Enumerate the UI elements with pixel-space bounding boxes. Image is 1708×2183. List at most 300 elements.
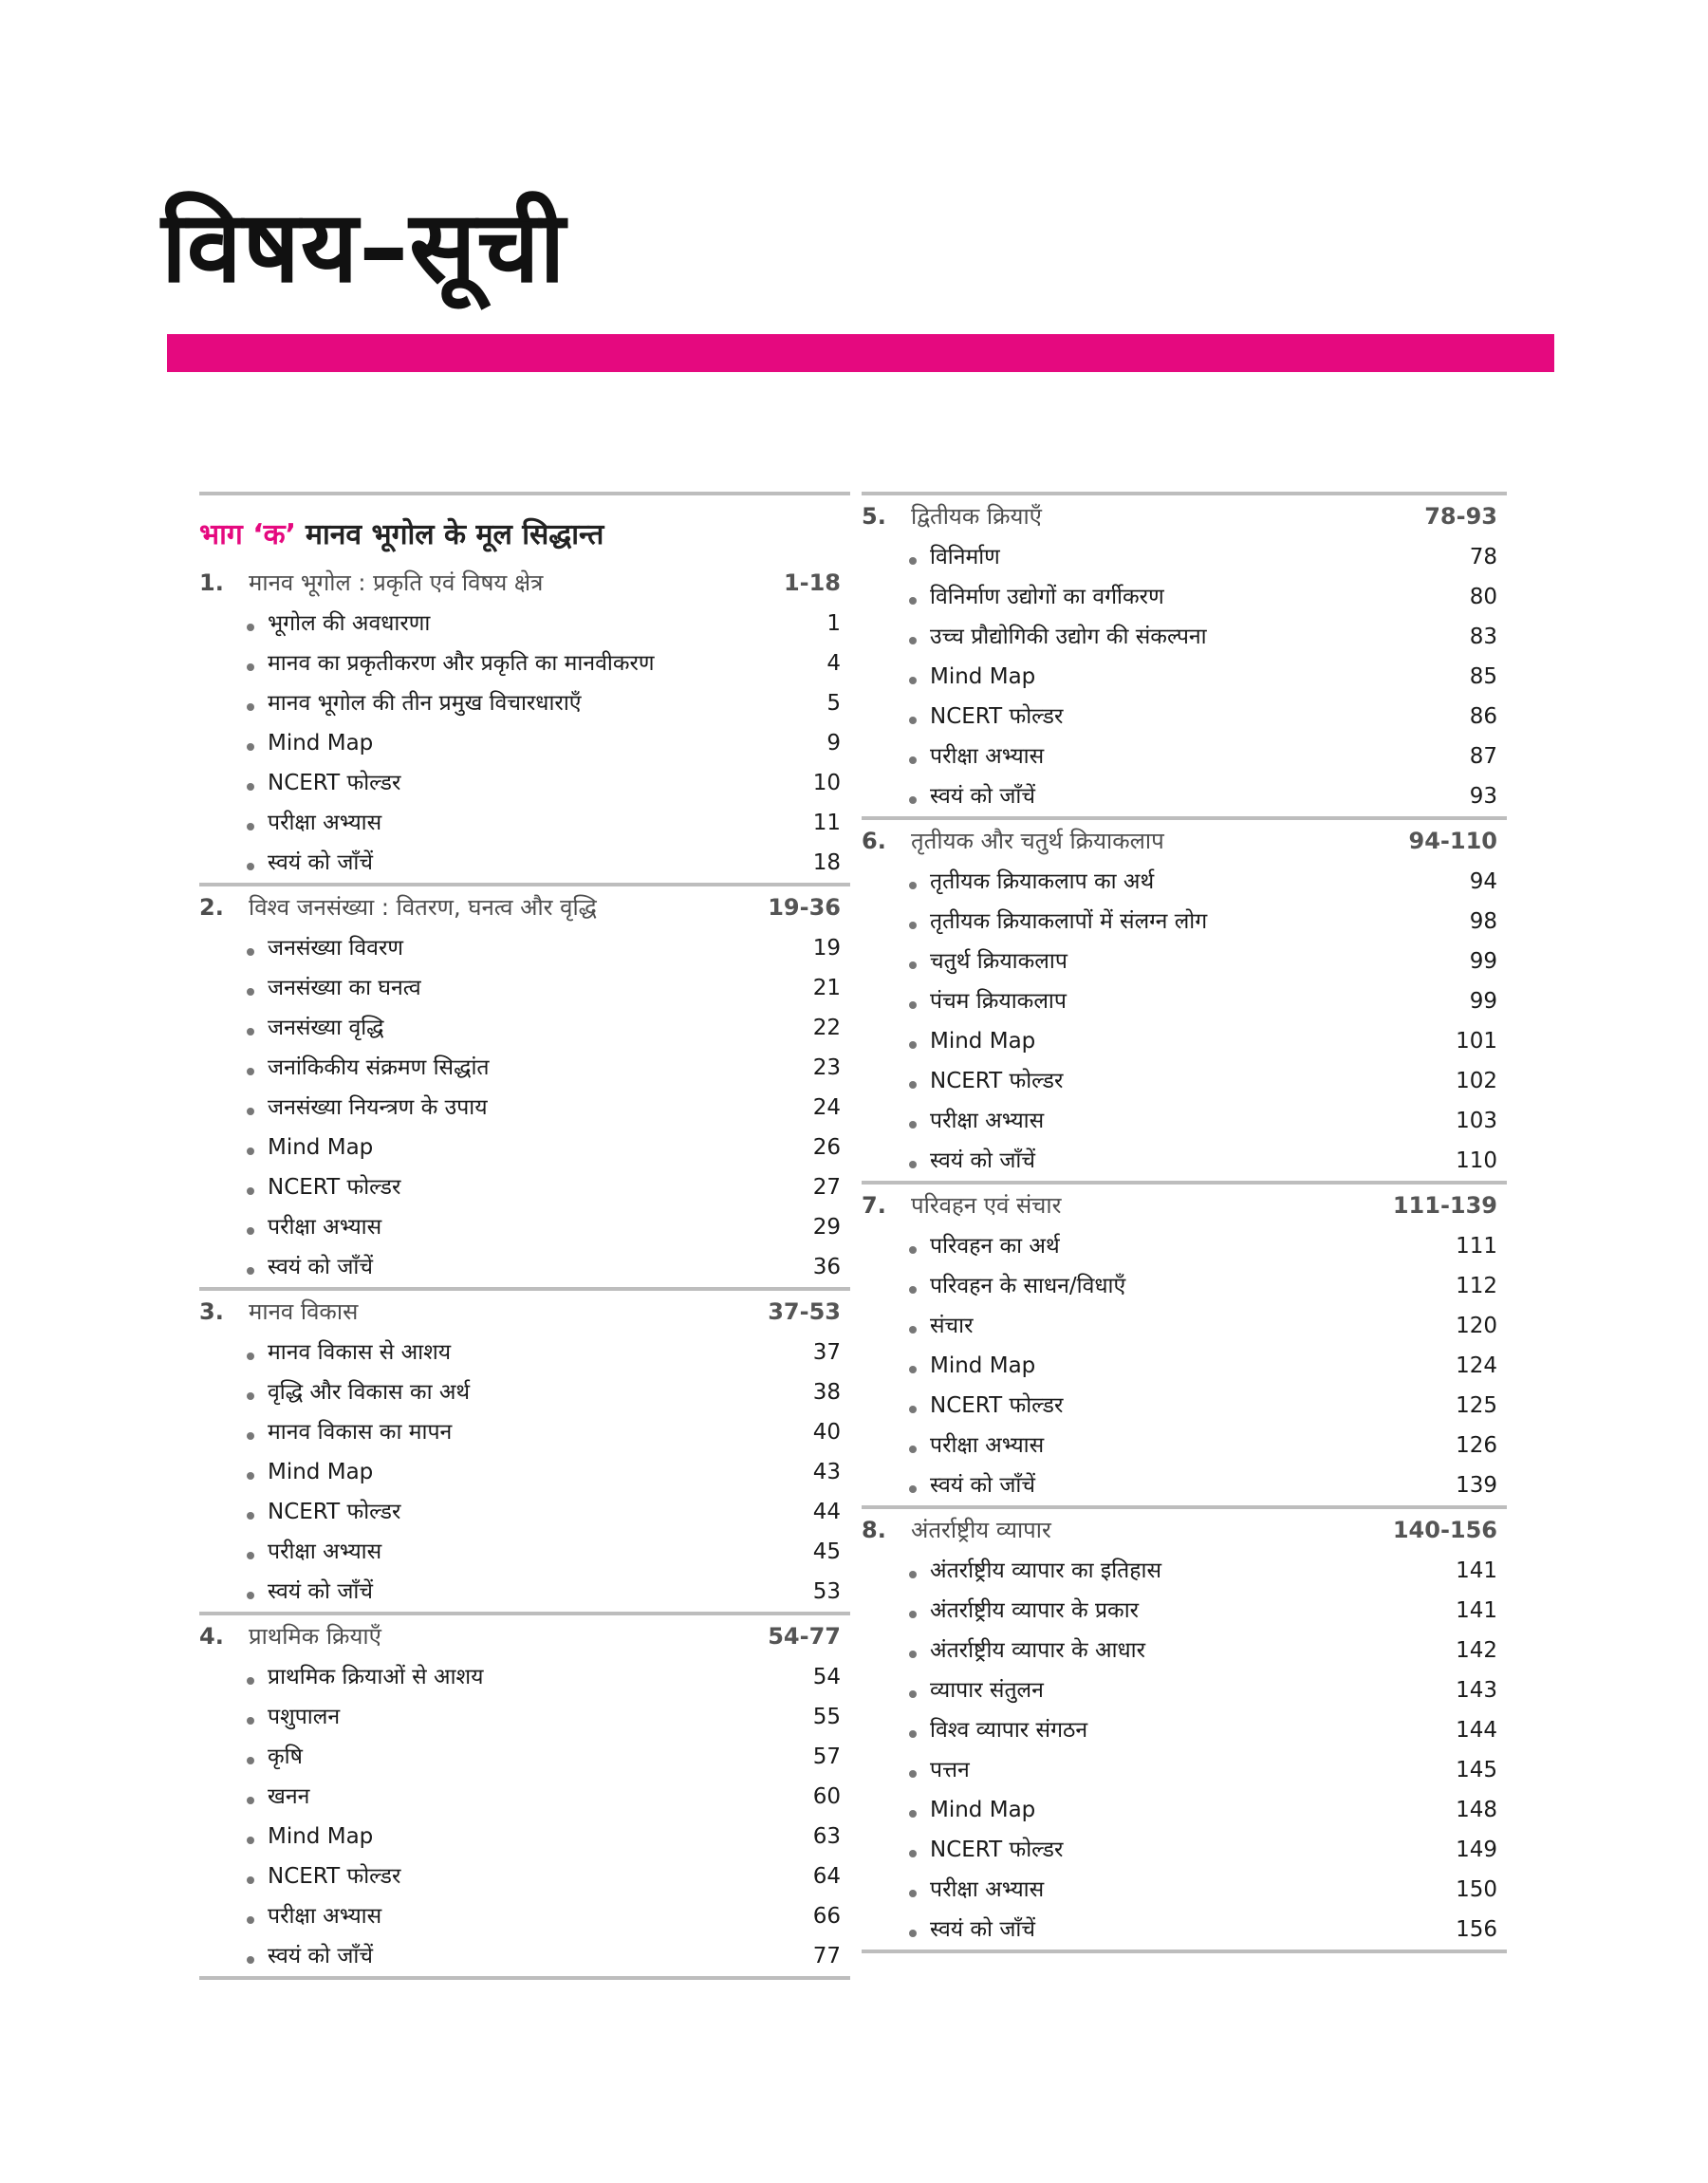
entry-page-number: 143 bbox=[1456, 1678, 1497, 1703]
entry-page-number: 120 bbox=[1456, 1314, 1497, 1338]
chapter-page-range: 1-18 bbox=[783, 569, 841, 596]
entry-page-number: 139 bbox=[1456, 1473, 1497, 1498]
toc-entry[interactable] bbox=[862, 537, 1507, 577]
toc-entry[interactable] bbox=[862, 617, 1507, 657]
toc-chapter bbox=[199, 1287, 850, 1612]
entry-page-number: 9 bbox=[826, 731, 841, 756]
entry-page-number: 149 bbox=[1456, 1838, 1497, 1862]
bullet-icon bbox=[909, 637, 917, 644]
toc-entry[interactable] bbox=[199, 1412, 850, 1452]
bullet-icon bbox=[909, 1121, 917, 1129]
chapter-page-range: 140-156 bbox=[1392, 1517, 1497, 1543]
toc-entry[interactable] bbox=[862, 1870, 1507, 1910]
chapter-heading[interactable] bbox=[199, 1291, 850, 1333]
toc-entry[interactable] bbox=[862, 697, 1507, 737]
left-chapter-list bbox=[199, 562, 850, 1980]
bullet-icon bbox=[909, 1651, 917, 1658]
toc-entry[interactable] bbox=[199, 763, 850, 803]
toc-entry[interactable] bbox=[199, 803, 850, 843]
bullet-icon bbox=[909, 1366, 917, 1373]
chapter-title: मानव विकास bbox=[249, 1298, 359, 1325]
toc-entry[interactable] bbox=[862, 1061, 1507, 1101]
toc-entry[interactable] bbox=[862, 1591, 1507, 1631]
entry-title: जनसंख्या वृद्धि bbox=[268, 1016, 384, 1040]
bullet-icon bbox=[247, 783, 254, 791]
chapter-number: 6. bbox=[862, 828, 886, 854]
entry-page-number: 144 bbox=[1456, 1718, 1497, 1743]
toc-left-column bbox=[199, 492, 850, 1980]
entry-page-number: 99 bbox=[1469, 949, 1497, 974]
entry-page-number: 45 bbox=[812, 1539, 841, 1564]
chapter-page-range: 78-93 bbox=[1424, 503, 1497, 530]
chapter-page-range: 111-139 bbox=[1392, 1192, 1497, 1219]
toc-entry[interactable] bbox=[862, 1830, 1507, 1870]
toc-chapter bbox=[199, 1612, 850, 1980]
entry-title: कृषि bbox=[268, 1745, 303, 1769]
entry-page-number: 77 bbox=[812, 1944, 841, 1968]
entry-page-number: 103 bbox=[1456, 1109, 1497, 1133]
bullet-icon bbox=[909, 922, 917, 929]
entry-title: Mind Map bbox=[930, 1353, 1036, 1378]
toc-entry[interactable] bbox=[199, 1492, 850, 1532]
bullet-icon bbox=[909, 756, 917, 764]
entry-page-number: 11 bbox=[812, 811, 841, 835]
bullet-icon bbox=[909, 882, 917, 889]
toc-entry[interactable] bbox=[199, 1372, 850, 1412]
entry-title: NCERT फोल्डर bbox=[268, 1864, 401, 1889]
bullet-icon bbox=[909, 597, 917, 605]
toc-chapter bbox=[862, 1505, 1507, 1953]
bullet-icon bbox=[247, 1472, 254, 1480]
entry-title: परिवहन का अर्थ bbox=[930, 1234, 1060, 1259]
toc-entry[interactable] bbox=[862, 1141, 1507, 1181]
entry-page-number: 141 bbox=[1456, 1598, 1497, 1623]
entry-title: तृतीयक क्रियाकलापों में संलग्न लोग bbox=[930, 909, 1208, 934]
toc-entry[interactable] bbox=[862, 862, 1507, 902]
toc-entry[interactable] bbox=[862, 902, 1507, 942]
toc-entry[interactable] bbox=[199, 1452, 850, 1492]
entry-page-number: 93 bbox=[1469, 784, 1497, 809]
bullet-icon bbox=[247, 1916, 254, 1924]
entry-page-number: 150 bbox=[1456, 1877, 1497, 1902]
entry-page-number: 78 bbox=[1469, 545, 1497, 569]
toc-entry[interactable] bbox=[199, 1167, 850, 1207]
toc-entry[interactable] bbox=[199, 1737, 850, 1777]
entry-page-number: 54 bbox=[812, 1665, 841, 1689]
entry-page-number: 60 bbox=[812, 1784, 841, 1809]
toc-entry[interactable] bbox=[199, 644, 850, 683]
bullet-icon bbox=[247, 1432, 254, 1440]
bullet-icon bbox=[909, 1446, 917, 1453]
entry-title: मानव विकास से आशय bbox=[268, 1340, 452, 1365]
entry-page-number: 63 bbox=[812, 1824, 841, 1849]
bullet-icon bbox=[247, 1267, 254, 1275]
entry-title: चतुर्थ क्रियाकलाप bbox=[930, 949, 1068, 974]
chapter-heading[interactable] bbox=[862, 820, 1507, 862]
chapter-heading[interactable] bbox=[862, 495, 1507, 537]
toc-chapter bbox=[862, 1181, 1507, 1505]
toc-entry[interactable] bbox=[199, 1572, 850, 1612]
bullet-icon bbox=[909, 1406, 917, 1413]
entry-page-number: 110 bbox=[1456, 1148, 1497, 1173]
entry-title: खनन bbox=[268, 1784, 310, 1809]
entry-page-number: 40 bbox=[812, 1420, 841, 1445]
toc-entry[interactable] bbox=[862, 1670, 1507, 1710]
entry-title: Mind Map bbox=[268, 731, 374, 756]
toc-entry[interactable] bbox=[199, 1697, 850, 1737]
entry-title: तृतीयक क्रियाकलाप का अर्थ bbox=[930, 869, 1155, 894]
entry-title: पत्तन bbox=[930, 1758, 970, 1782]
entry-title: मानव का प्रकृतीकरण और प्रकृति का मानवीकरण bbox=[268, 651, 655, 676]
entry-title: भूगोल की अवधारणा bbox=[268, 611, 431, 636]
toc-entry[interactable] bbox=[199, 604, 850, 644]
bullet-icon bbox=[909, 1001, 917, 1009]
toc-entry[interactable] bbox=[199, 928, 850, 968]
chapter-heading[interactable] bbox=[199, 562, 850, 604]
bullet-icon bbox=[247, 703, 254, 711]
toc-entry[interactable] bbox=[199, 723, 850, 763]
entry-page-number: 10 bbox=[812, 771, 841, 795]
bullet-icon bbox=[247, 988, 254, 996]
toc-entry[interactable] bbox=[199, 1896, 850, 1936]
entry-title: जनसंख्या का घनत्व bbox=[268, 976, 421, 1000]
entry-title: NCERT फोल्डर bbox=[930, 1069, 1064, 1093]
entry-title: जनांकिकीय संक्रमण सिद्धांत bbox=[268, 1055, 490, 1080]
bullet-icon bbox=[909, 1041, 917, 1049]
bullet-icon bbox=[247, 1068, 254, 1075]
entry-title: परीक्षा अभ्यास bbox=[930, 1433, 1045, 1458]
toc-entry[interactable] bbox=[862, 1226, 1507, 1266]
entry-page-number: 124 bbox=[1456, 1353, 1497, 1378]
entry-title: मानव विकास का मापन bbox=[268, 1420, 453, 1445]
toc-entry[interactable] bbox=[862, 1790, 1507, 1830]
entry-title: संचार bbox=[930, 1314, 974, 1338]
bullet-icon bbox=[909, 1081, 917, 1089]
chapter-title: द्वितीयक क्रियाएँ bbox=[911, 503, 1042, 530]
toc-entry[interactable] bbox=[199, 1817, 850, 1856]
bullet-icon bbox=[247, 663, 254, 671]
entry-title: NCERT फोल्डर bbox=[930, 1838, 1064, 1862]
toc-entry[interactable] bbox=[199, 1088, 850, 1128]
chapter-number: 8. bbox=[862, 1517, 886, 1543]
bullet-icon bbox=[247, 823, 254, 830]
entry-title: विश्व व्यापार संगठन bbox=[930, 1718, 1088, 1743]
entry-page-number: 85 bbox=[1469, 664, 1497, 689]
bullet-icon bbox=[247, 743, 254, 751]
entry-title: मानव भूगोल की तीन प्रमुख विचारधाराएँ bbox=[268, 691, 582, 716]
toc-entry[interactable] bbox=[862, 1631, 1507, 1670]
entry-title: NCERT फोल्डर bbox=[268, 1175, 401, 1200]
chapter-number: 5. bbox=[862, 503, 886, 530]
bullet-icon bbox=[247, 948, 254, 956]
bullet-icon bbox=[247, 1592, 254, 1599]
toc-entry[interactable] bbox=[199, 1936, 850, 1976]
bullet-icon bbox=[909, 1690, 917, 1698]
toc-entry[interactable] bbox=[199, 1048, 850, 1088]
entry-page-number: 53 bbox=[812, 1579, 841, 1604]
entry-page-number: 111 bbox=[1456, 1234, 1497, 1259]
toc-entry[interactable] bbox=[862, 1551, 1507, 1591]
entry-title: Mind Map bbox=[930, 1029, 1036, 1054]
toc-entry[interactable] bbox=[199, 1128, 850, 1167]
toc-entry[interactable] bbox=[862, 577, 1507, 617]
entry-title: Mind Map bbox=[268, 1824, 374, 1849]
entry-page-number: 38 bbox=[812, 1380, 841, 1405]
chapter-heading[interactable] bbox=[862, 1185, 1507, 1226]
toc-entry[interactable] bbox=[862, 1426, 1507, 1465]
bullet-icon bbox=[909, 1730, 917, 1738]
toc-entry[interactable] bbox=[199, 1777, 850, 1817]
bullet-icon bbox=[909, 1246, 917, 1254]
chapter-number: 3. bbox=[199, 1298, 224, 1325]
entry-page-number: 148 bbox=[1456, 1798, 1497, 1822]
bullet-icon bbox=[247, 624, 254, 631]
toc-entry[interactable] bbox=[862, 1750, 1507, 1790]
entry-page-number: 64 bbox=[812, 1864, 841, 1889]
right-chapter-list bbox=[862, 495, 1507, 1953]
page-title: विषय–सूची bbox=[161, 189, 566, 305]
entry-page-number: 24 bbox=[812, 1095, 841, 1120]
bullet-icon bbox=[909, 796, 917, 804]
toc-entry[interactable] bbox=[199, 1207, 850, 1247]
chapter-page-range: 54-77 bbox=[768, 1623, 841, 1650]
entry-title: परीक्षा अभ्यास bbox=[268, 1215, 382, 1240]
entry-page-number: 87 bbox=[1469, 744, 1497, 769]
title-accent-bar bbox=[167, 334, 1554, 372]
entry-title: परीक्षा अभ्यास bbox=[930, 1877, 1045, 1902]
bullet-icon bbox=[909, 1930, 917, 1937]
toc-entry[interactable] bbox=[862, 657, 1507, 697]
entry-title: उच्च प्रौद्योगिकी उद्योग की संकल्पना bbox=[930, 625, 1207, 649]
chapter-title: प्राथमिक क्रियाएँ bbox=[249, 1623, 381, 1650]
toc-entry[interactable] bbox=[199, 843, 850, 883]
bullet-icon bbox=[909, 1286, 917, 1294]
entry-title: स्वयं को जाँचें bbox=[268, 1579, 373, 1604]
bullet-icon bbox=[247, 1028, 254, 1036]
toc-entry[interactable] bbox=[199, 683, 850, 723]
entry-page-number: 156 bbox=[1456, 1917, 1497, 1942]
bullet-icon bbox=[247, 1677, 254, 1685]
toc-entry[interactable] bbox=[862, 1910, 1507, 1950]
chapter-heading[interactable] bbox=[199, 886, 850, 928]
toc-entry[interactable] bbox=[862, 1465, 1507, 1505]
bullet-icon bbox=[247, 1797, 254, 1804]
toc-chapter bbox=[199, 562, 850, 883]
entry-title: अंतर्राष्ट्रीय व्यापार के आधार bbox=[930, 1638, 1145, 1663]
toc-entry[interactable] bbox=[199, 1657, 850, 1697]
bullet-icon bbox=[247, 1717, 254, 1725]
part-heading bbox=[199, 492, 850, 562]
entry-title: पंचम क्रियाकलाप bbox=[930, 989, 1067, 1014]
entry-page-number: 83 bbox=[1469, 625, 1497, 649]
entry-page-number: 4 bbox=[826, 651, 841, 676]
entry-page-number: 23 bbox=[812, 1055, 841, 1080]
bullet-icon bbox=[909, 1571, 917, 1578]
bullet-icon bbox=[909, 1770, 917, 1778]
toc-entry[interactable] bbox=[199, 1333, 850, 1372]
entry-title: स्वयं को जाँचें bbox=[930, 1917, 1035, 1942]
bullet-icon bbox=[909, 1890, 917, 1897]
entry-page-number: 142 bbox=[1456, 1638, 1497, 1663]
bullet-icon bbox=[909, 1326, 917, 1334]
entry-page-number: 145 bbox=[1456, 1758, 1497, 1782]
entry-title: जनसंख्या विवरण bbox=[268, 936, 404, 961]
entry-page-number: 44 bbox=[812, 1500, 841, 1524]
bullet-icon bbox=[247, 1392, 254, 1400]
chapter-heading[interactable] bbox=[862, 1509, 1507, 1551]
entry-page-number: 98 bbox=[1469, 909, 1497, 934]
toc-entry[interactable] bbox=[862, 981, 1507, 1021]
toc-entry[interactable] bbox=[862, 1101, 1507, 1141]
entry-page-number: 37 bbox=[812, 1340, 841, 1365]
entry-page-number: 29 bbox=[812, 1215, 841, 1240]
toc-entry[interactable] bbox=[862, 942, 1507, 981]
bullet-icon bbox=[247, 863, 254, 870]
entry-title: वृद्धि और विकास का अर्थ bbox=[268, 1380, 471, 1405]
entry-title: स्वयं को जाँचें bbox=[930, 784, 1035, 809]
entry-page-number: 94 bbox=[1469, 869, 1497, 894]
bullet-icon bbox=[909, 557, 917, 565]
entry-title: व्यापार संतुलन bbox=[930, 1678, 1044, 1703]
toc-entry[interactable] bbox=[862, 1386, 1507, 1426]
entry-page-number: 21 bbox=[812, 976, 841, 1000]
bullet-icon bbox=[247, 1837, 254, 1844]
bullet-icon bbox=[247, 1147, 254, 1155]
toc-entry[interactable] bbox=[862, 1346, 1507, 1386]
bullet-icon bbox=[247, 1227, 254, 1235]
bullet-icon bbox=[909, 1611, 917, 1618]
entry-title: NCERT फोल्डर bbox=[268, 771, 401, 795]
bullet-icon bbox=[247, 1108, 254, 1115]
entry-title: परीक्षा अभ्यास bbox=[930, 744, 1045, 769]
toc-entry[interactable] bbox=[199, 1247, 850, 1287]
entry-title: परीक्षा अभ्यास bbox=[930, 1109, 1045, 1133]
toc-chapter bbox=[199, 883, 850, 1287]
entry-title: विनिर्माण उद्योगों का वर्गीकरण bbox=[930, 585, 1164, 609]
chapter-number: 4. bbox=[199, 1623, 224, 1650]
entry-page-number: 43 bbox=[812, 1460, 841, 1484]
chapter-page-range: 94-110 bbox=[1408, 828, 1497, 854]
entry-title: NCERT फोल्डर bbox=[930, 1393, 1064, 1418]
entry-title: Mind Map bbox=[268, 1135, 374, 1160]
chapter-number: 1. bbox=[199, 569, 224, 596]
toc-entry[interactable] bbox=[862, 776, 1507, 816]
toc-entry[interactable] bbox=[199, 1008, 850, 1048]
entry-page-number: 141 bbox=[1456, 1558, 1497, 1583]
chapter-title: अंतर्राष्ट्रीय व्यापार bbox=[911, 1517, 1051, 1543]
entry-title: स्वयं को जाँचें bbox=[268, 1944, 373, 1968]
entry-title: स्वयं को जाँचें bbox=[930, 1473, 1035, 1498]
bullet-icon bbox=[247, 1512, 254, 1520]
entry-page-number: 19 bbox=[812, 936, 841, 961]
chapter-page-range: 19-36 bbox=[768, 894, 841, 921]
chapter-page-range: 37-53 bbox=[768, 1298, 841, 1325]
bullet-icon bbox=[247, 1353, 254, 1360]
bullet-icon bbox=[909, 677, 917, 684]
toc-entry[interactable] bbox=[199, 1532, 850, 1572]
bullet-icon bbox=[909, 1485, 917, 1493]
bullet-icon bbox=[247, 1187, 254, 1195]
entry-title: NCERT फोल्डर bbox=[930, 704, 1064, 729]
entry-title: Mind Map bbox=[930, 1798, 1036, 1822]
chapter-number: 2. bbox=[199, 894, 224, 921]
entry-page-number: 102 bbox=[1456, 1069, 1497, 1093]
toc-entry[interactable] bbox=[862, 1266, 1507, 1306]
entry-title: पशुपालन bbox=[268, 1705, 341, 1729]
entry-title: स्वयं को जाँचें bbox=[268, 850, 373, 875]
entry-title: स्वयं को जाँचें bbox=[930, 1148, 1035, 1173]
toc-chapter bbox=[862, 495, 1507, 816]
entry-title: जनसंख्या नियन्त्रण के उपाय bbox=[268, 1095, 488, 1120]
entry-page-number: 66 bbox=[812, 1904, 841, 1929]
toc-chapter bbox=[862, 816, 1507, 1181]
entry-page-number: 112 bbox=[1456, 1274, 1497, 1298]
toc-entry[interactable] bbox=[199, 1856, 850, 1896]
toc-entry[interactable] bbox=[862, 737, 1507, 776]
chapter-number: 7. bbox=[862, 1192, 886, 1219]
entry-title: परिवहन के साधन/विधाएँ bbox=[930, 1274, 1126, 1298]
toc-right-column bbox=[862, 492, 1507, 1953]
toc-entry[interactable] bbox=[862, 1021, 1507, 1061]
chapter-title: तृतीयक और चतुर्थ क्रियाकलाप bbox=[911, 828, 1164, 854]
bullet-icon bbox=[247, 1956, 254, 1964]
entry-page-number: 80 bbox=[1469, 585, 1497, 609]
bullet-icon bbox=[247, 1757, 254, 1764]
part-title: मानव भूगोल के मूल सिद्धान्त bbox=[306, 518, 604, 551]
entry-page-number: 57 bbox=[812, 1745, 841, 1769]
part-label: भाग ‘क’ bbox=[199, 518, 297, 551]
entry-page-number: 55 bbox=[812, 1705, 841, 1729]
bullet-icon bbox=[247, 1876, 254, 1884]
entry-page-number: 126 bbox=[1456, 1433, 1497, 1458]
entry-title: विनिर्माण bbox=[930, 545, 1000, 569]
entry-title: अंतर्राष्ट्रीय व्यापार के प्रकार bbox=[930, 1598, 1140, 1623]
chapter-title: मानव भूगोल : प्रकृति एवं विषय क्षेत्र bbox=[249, 569, 544, 596]
entry-page-number: 36 bbox=[812, 1255, 841, 1279]
bullet-icon bbox=[909, 961, 917, 969]
entry-page-number: 99 bbox=[1469, 989, 1497, 1014]
entry-page-number: 26 bbox=[812, 1135, 841, 1160]
bullet-icon bbox=[247, 1552, 254, 1559]
entry-title: Mind Map bbox=[930, 664, 1036, 689]
entry-title: प्राथमिक क्रियाओं से आशय bbox=[268, 1665, 484, 1689]
entry-title: NCERT फोल्डर bbox=[268, 1500, 401, 1524]
bullet-icon bbox=[909, 1810, 917, 1818]
chapter-title: विश्व जनसंख्या : वितरण, घनत्व और वृद्धि bbox=[249, 894, 597, 921]
chapter-heading[interactable] bbox=[199, 1615, 850, 1657]
bullet-icon bbox=[909, 1161, 917, 1168]
entry-title: स्वयं को जाँचें bbox=[268, 1255, 373, 1279]
entry-title: परीक्षा अभ्यास bbox=[268, 1539, 382, 1564]
toc-entry[interactable] bbox=[862, 1710, 1507, 1750]
entry-page-number: 27 bbox=[812, 1175, 841, 1200]
entry-page-number: 101 bbox=[1456, 1029, 1497, 1054]
entry-title: अंतर्राष्ट्रीय व्यापार का इतिहास bbox=[930, 1558, 1161, 1583]
entry-page-number: 1 bbox=[826, 611, 841, 636]
toc-entry[interactable] bbox=[199, 968, 850, 1008]
entry-page-number: 86 bbox=[1469, 704, 1497, 729]
chapter-title: परिवहन एवं संचार bbox=[911, 1192, 1062, 1219]
entry-page-number: 22 bbox=[812, 1016, 841, 1040]
entry-title: परीक्षा अभ्यास bbox=[268, 811, 382, 835]
bullet-icon bbox=[909, 717, 917, 724]
entry-title: परीक्षा अभ्यास bbox=[268, 1904, 382, 1929]
entry-page-number: 18 bbox=[812, 850, 841, 875]
entry-page-number: 125 bbox=[1456, 1393, 1497, 1418]
entry-title: Mind Map bbox=[268, 1460, 374, 1484]
bullet-icon bbox=[909, 1850, 917, 1857]
toc-entry[interactable] bbox=[862, 1306, 1507, 1346]
